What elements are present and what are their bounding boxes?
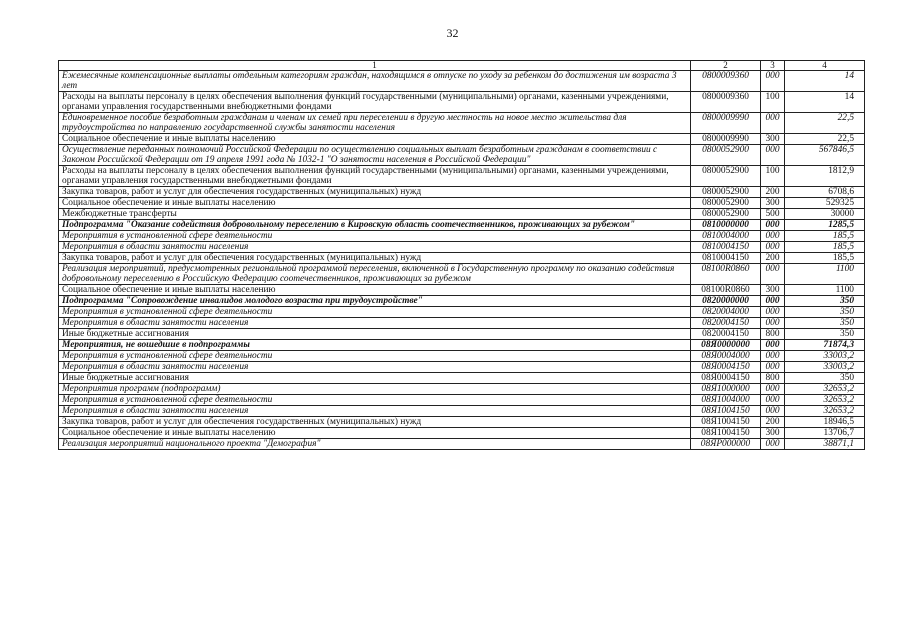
row-code: 0800052900 — [691, 209, 761, 220]
row-name: Ежемесячные компенсационные выплаты отдельным категориям граждан, находящимся в отпуске по уходу за ребенком до достижения им возраста 3 лет — [59, 71, 691, 92]
row-name: Социальное обеспечение и иные выплаты населению — [59, 428, 691, 439]
page-number: 32 — [446, 26, 459, 40]
row-name: Иные бюджетные ассигнования — [59, 373, 691, 384]
table-row — [59, 329, 865, 340]
row-name: Мероприятия в установленной сфере деятельности — [59, 395, 691, 406]
row-amount: 350 — [785, 307, 865, 318]
row-code: 0820004150 — [691, 329, 761, 340]
row-code: 0800052900 — [691, 145, 761, 166]
row-expense-type: 500 — [761, 209, 785, 220]
table-row — [59, 340, 865, 351]
row-expense-type: 000 — [761, 264, 785, 285]
row-expense-type: 000 — [761, 318, 785, 329]
row-expense-type: 000 — [761, 220, 785, 231]
row-expense-type: 800 — [761, 329, 785, 340]
row-amount: 350 — [785, 296, 865, 307]
row-expense-type: 300 — [761, 428, 785, 439]
row-expense-type: 800 — [761, 373, 785, 384]
row-name: Единовременное пособие безработным гражданам и членам их семей при переселении в другую местность на новое место жительства для трудоустройства по направлению государственной службы занятости населения — [59, 113, 691, 134]
header-cell-3: 3 — [761, 61, 785, 71]
row-amount: 71874,3 — [785, 340, 865, 351]
row-code: 0810004150 — [691, 253, 761, 264]
row-code: 0800009360 — [691, 92, 761, 113]
row-amount: 567846,5 — [785, 145, 865, 166]
row-amount: 18946,5 — [785, 417, 865, 428]
row-code: 08ЯР000000 — [691, 439, 761, 450]
header-cell-4: 4 — [785, 61, 865, 71]
row-expense-type: 200 — [761, 187, 785, 198]
row-expense-type: 000 — [761, 242, 785, 253]
table-row — [59, 198, 865, 209]
row-expense-type: 000 — [761, 406, 785, 417]
row-name: Мероприятия в установленной сфере деятельности — [59, 307, 691, 318]
row-amount: 14 — [785, 71, 865, 92]
table-row — [59, 134, 865, 145]
table-row — [59, 428, 865, 439]
row-amount: 33003,2 — [785, 362, 865, 373]
table-row — [59, 220, 865, 231]
row-expense-type: 200 — [761, 253, 785, 264]
row-amount: 185,5 — [785, 242, 865, 253]
row-name: Расходы на выплаты персоналу в целях обеспечения выполнения функций государственными (муниципальными) органами, казенными учреждениями, органами управления государственными внебюджетными фондами — [59, 92, 691, 113]
row-name: Подпрограмма "Сопровождение инвалидов молодого возраста при трудоустройстве" — [59, 296, 691, 307]
row-name: Мероприятия программ (подпрограмм) — [59, 384, 691, 395]
table-row — [59, 264, 865, 285]
row-expense-type: 000 — [761, 384, 785, 395]
row-code: 08Я1004150 — [691, 406, 761, 417]
row-name: Мероприятия в области занятости населения — [59, 318, 691, 329]
row-code: 08Я1004150 — [691, 428, 761, 439]
row-code: 0820000000 — [691, 296, 761, 307]
table-row — [59, 395, 865, 406]
row-amount: 33003,2 — [785, 351, 865, 362]
row-name: Мероприятия в установленной сфере деятельности — [59, 231, 691, 242]
row-code: 0800009990 — [691, 113, 761, 134]
row-name: Закупка товаров, работ и услуг для обеспечения государственных (муниципальных) нужд — [59, 253, 691, 264]
row-name: Мероприятия в области занятости населения — [59, 406, 691, 417]
row-expense-type: 000 — [761, 362, 785, 373]
row-name: Осуществление переданных полномочий Российской Федерации по осуществлению социальных выплат безработным гражданам в соответствии с Законом Российской Федерации от 19 апреля 1991 года № 1032-1 "О занятости населения в Российской Федерации" — [59, 145, 691, 166]
row-expense-type: 100 — [761, 166, 785, 187]
row-amount: 6708,6 — [785, 187, 865, 198]
row-code: 08Я1004150 — [691, 417, 761, 428]
table-row — [59, 285, 865, 296]
row-amount: 32653,2 — [785, 406, 865, 417]
row-amount: 38871,1 — [785, 439, 865, 450]
row-amount: 350 — [785, 329, 865, 340]
row-expense-type: 200 — [761, 417, 785, 428]
row-amount: 14 — [785, 92, 865, 113]
budget-table — [58, 60, 865, 450]
row-name: Мероприятия в установленной сфере деятельности — [59, 351, 691, 362]
table-row — [59, 242, 865, 253]
row-expense-type: 000 — [761, 307, 785, 318]
table-row — [59, 406, 865, 417]
row-code: 0800052900 — [691, 198, 761, 209]
row-code: 0810004150 — [691, 242, 761, 253]
row-name: Мероприятия в области занятости населения — [59, 242, 691, 253]
row-amount: 32653,2 — [785, 384, 865, 395]
row-amount: 22,5 — [785, 134, 865, 145]
table-row — [59, 145, 865, 166]
row-expense-type: 300 — [761, 134, 785, 145]
table-row — [59, 296, 865, 307]
row-name: Закупка товаров, работ и услуг для обеспечения государственных (муниципальных) нужд — [59, 187, 691, 198]
row-name: Закупка товаров, работ и услуг для обеспечения государственных (муниципальных) нужд — [59, 417, 691, 428]
table-row — [59, 417, 865, 428]
row-amount: 350 — [785, 373, 865, 384]
row-amount: 30000 — [785, 209, 865, 220]
row-code: 0810000000 — [691, 220, 761, 231]
row-code: 0810004000 — [691, 231, 761, 242]
row-expense-type: 000 — [761, 296, 785, 307]
header-cell-2: 2 — [691, 61, 761, 71]
row-name: Подпрограмма "Оказание содействия добровольному переселению в Кировскую область соотечественников, проживающих за рубежом" — [59, 220, 691, 231]
table-row — [59, 307, 865, 318]
table-row — [59, 351, 865, 362]
table-row — [59, 166, 865, 187]
row-name: Мероприятия, не вошедшие в подпрограммы — [59, 340, 691, 351]
table-row — [59, 113, 865, 134]
row-code: 08Я0004000 — [691, 351, 761, 362]
row-amount: 1100 — [785, 285, 865, 296]
row-expense-type: 300 — [761, 285, 785, 296]
row-code: 08Я1004000 — [691, 395, 761, 406]
table-row — [59, 384, 865, 395]
row-amount: 22,5 — [785, 113, 865, 134]
row-name: Социальное обеспечение и иные выплаты населению — [59, 198, 691, 209]
row-code: 08Я0004150 — [691, 362, 761, 373]
row-expense-type: 100 — [761, 92, 785, 113]
row-name: Социальное обеспечение и иные выплаты населению — [59, 285, 691, 296]
row-code: 0800052900 — [691, 166, 761, 187]
row-amount: 350 — [785, 318, 865, 329]
header-row — [59, 61, 865, 71]
row-name: Мероприятия в области занятости населения — [59, 362, 691, 373]
row-amount: 1285,5 — [785, 220, 865, 231]
row-name: Социальное обеспечение и иные выплаты населению — [59, 134, 691, 145]
row-amount: 1812,9 — [785, 166, 865, 187]
header-cell-1: 1 — [59, 61, 691, 71]
row-expense-type: 300 — [761, 198, 785, 209]
row-amount: 1100 — [785, 264, 865, 285]
row-name: Иные бюджетные ассигнования — [59, 329, 691, 340]
row-code: 0820004150 — [691, 318, 761, 329]
table-row — [59, 209, 865, 220]
row-expense-type: 000 — [761, 145, 785, 166]
row-name: Реализация мероприятий, предусмотренных региональной программой переселения, включенной в Государственную программу по оказанию содействия добровольному переселению в Российскую Федерацию соотечественников, проживающих за рубежом — [59, 264, 691, 285]
row-expense-type: 000 — [761, 351, 785, 362]
table-row — [59, 187, 865, 198]
row-name: Реализация мероприятий национального проекта "Демография" — [59, 439, 691, 450]
row-amount: 529325 — [785, 198, 865, 209]
row-amount: 185,5 — [785, 253, 865, 264]
row-expense-type: 000 — [761, 439, 785, 450]
table-row — [59, 231, 865, 242]
row-code: 08Я1000000 — [691, 384, 761, 395]
row-amount: 13706,7 — [785, 428, 865, 439]
table-row — [59, 71, 865, 92]
row-code: 0800009990 — [691, 134, 761, 145]
table-row — [59, 253, 865, 264]
table-row — [59, 373, 865, 384]
row-expense-type: 000 — [761, 113, 785, 134]
row-amount: 32653,2 — [785, 395, 865, 406]
table-row — [59, 362, 865, 373]
row-expense-type: 000 — [761, 395, 785, 406]
row-code: 0800052900 — [691, 187, 761, 198]
row-code: 0800009360 — [691, 71, 761, 92]
table-row — [59, 439, 865, 450]
row-name: Межбюджетные трансферты — [59, 209, 691, 220]
row-name: Расходы на выплаты персоналу в целях обеспечения выполнения функций государственными (муниципальными) органами, казенными учреждениями, органами управления государственными внебюджетными фондами — [59, 166, 691, 187]
row-code: 08Я0000000 — [691, 340, 761, 351]
row-expense-type: 000 — [761, 231, 785, 242]
row-expense-type: 000 — [761, 71, 785, 92]
row-amount: 185,5 — [785, 231, 865, 242]
table-row — [59, 92, 865, 113]
table-body — [59, 71, 865, 450]
row-code: 08100R0860 — [691, 264, 761, 285]
row-code: 08Я0004150 — [691, 373, 761, 384]
table-row — [59, 318, 865, 329]
row-code: 08100R0860 — [691, 285, 761, 296]
row-expense-type: 000 — [761, 340, 785, 351]
row-code: 0820004000 — [691, 307, 761, 318]
